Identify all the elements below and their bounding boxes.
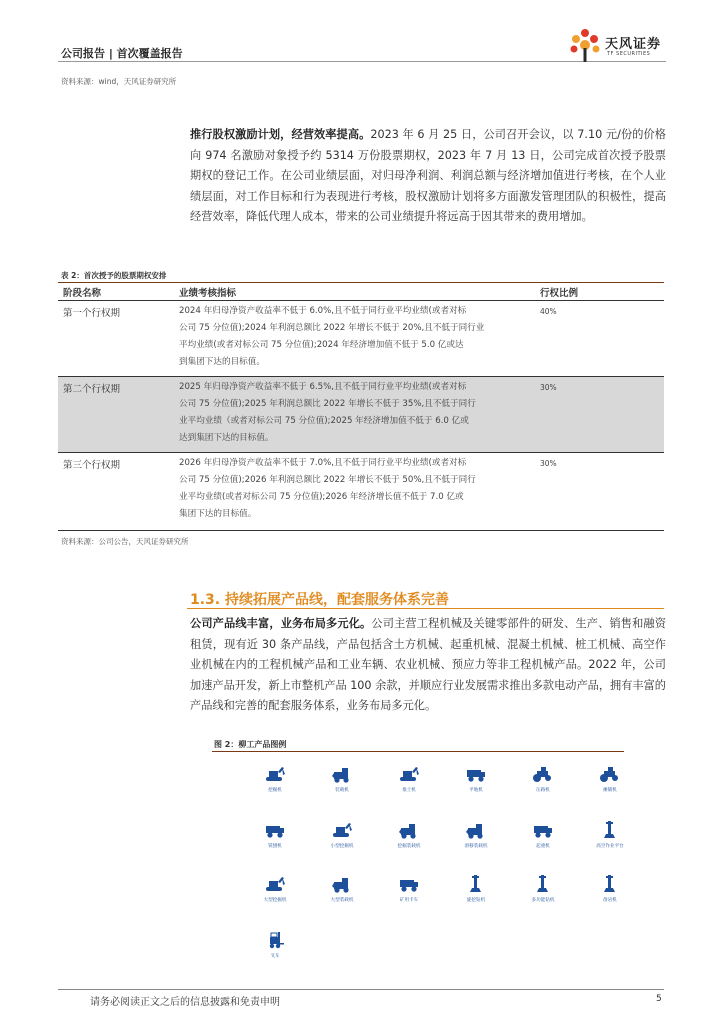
product-item: [448, 764, 504, 793]
product-label: 矿用卡车: [399, 898, 419, 903]
drill-rig-icon: [531, 874, 555, 894]
criteria-line: 到集团下达的目标值。: [179, 357, 265, 368]
bulldozer-icon: [397, 764, 421, 784]
product-label: 高空作业平台: [596, 844, 624, 849]
figure-title: 图 2：柳工产品图例: [214, 740, 287, 749]
section-underline: [187, 608, 664, 609]
stage-name: 第一个行权期: [63, 308, 121, 319]
paragraph-body: 公司主营工程机械及关键零部件的研发、生产、销售和融资租赁，现有近 30 条产品线，产品包括含土方机械、起重机械、混凝土机械、桩工机械、高空作业机械在内的工程机械产品和工业车辆、农业机械、预应力等非工程机械产品。2022 年，公司加速产品开发，新上市整机产品 100 余款，并顺应行业发展需求推出多款电动产品，拥有丰富的产品线和完善的配套服务体系，业务布局多元化。: [190, 617, 666, 713]
product-label: 旋挖钻机: [466, 898, 486, 903]
product-line-paragraph: [190, 614, 666, 717]
product-label: 多功能钻机: [531, 898, 555, 903]
product-item: [381, 874, 437, 903]
product-label: 挖掘机: [268, 788, 282, 793]
product-label: 推土机: [402, 788, 416, 793]
product-item: [582, 874, 638, 903]
table-source-note: 资料来源：公司公告，天风证券研究所: [61, 537, 189, 546]
header-criteria: 业绩考核指标: [179, 288, 237, 299]
table-row: [58, 453, 664, 530]
product-label: 平地机: [469, 788, 483, 793]
roller-icon: [531, 764, 555, 784]
criteria-line: 2025 年归母净资产收益率不低于 6.5%,且不低于同行业平均业绩(或者对标: [179, 382, 467, 392]
forklift-icon: [263, 930, 287, 950]
equity-incentive-paragraph: [190, 125, 666, 228]
criteria-line: 平均业绩(或者对标公司 75 分位值);2024 年经济增加值不低于 5.0 亿或达: [179, 340, 464, 351]
product-item: [381, 820, 437, 849]
product-item: [247, 820, 303, 849]
product-item: [448, 874, 504, 903]
product-item: [314, 764, 370, 793]
product-item: [515, 820, 571, 849]
product-label: 大型挖掘机: [263, 898, 287, 903]
header-ratio: 行权比例: [540, 288, 579, 299]
criteria-line: 集团下达的目标值。: [179, 509, 257, 520]
product-item: [448, 820, 504, 849]
footer-divider: [58, 989, 664, 990]
product-label: 压路机: [536, 788, 550, 793]
mining-truck-icon: [397, 874, 421, 894]
logo-english-name: TF SECURITIES: [607, 51, 651, 57]
piling-rig-icon: [464, 874, 488, 894]
stage-name: 第三个行权期: [63, 460, 121, 471]
mini-excavator-icon: [330, 820, 354, 840]
figure-top-border: [212, 751, 624, 752]
criteria-line: 公司 75 分位值);2025 年利润总额比 2022 年增长不低于 35%,且不低于同行: [179, 399, 476, 410]
product-label: 装载机: [335, 788, 349, 793]
product-item: [515, 874, 571, 903]
criteria-line: 2024 年归母净资产收益率不低于 6.0%,且不低于同行业平均业绩(或者对标: [179, 306, 467, 316]
product-item: [247, 764, 303, 793]
milling-machine-icon: [263, 820, 287, 840]
stage-name: 第二个行权期: [63, 384, 121, 395]
product-label: 滑移装载机: [464, 844, 488, 849]
large-loader-icon: [330, 874, 354, 894]
product-label: 小型挖掘机: [330, 844, 354, 849]
table-top-border: [58, 282, 664, 283]
criteria-text: [179, 303, 539, 371]
table-title: 表 2：首次授予的股票期权安排: [61, 271, 167, 280]
criteria-line: 2026 年归母净资产收益率不低于 7.0%,且不低于同行业平均业绩(或者对标: [179, 458, 467, 468]
product-label: 叉车: [270, 954, 280, 959]
criteria-line: 业平均业绩(或者对标公司 75 分位值);2026 年经济增长值不低于 7.0 亿或: [179, 492, 464, 503]
product-label: 凿岩机: [603, 898, 617, 903]
product-item: [582, 820, 638, 849]
table-bottom-border: [58, 530, 664, 531]
criteria-line: 达到集团下达的目标值。: [179, 433, 274, 444]
exercise-ratio: 30%: [540, 383, 557, 392]
backhoe-loader-icon: [397, 820, 421, 840]
skid-steer-icon: [464, 820, 488, 840]
product-item: [247, 930, 303, 959]
paver-icon: [598, 764, 622, 784]
page-number: 5: [656, 994, 662, 1004]
product-label: 起重机: [536, 844, 550, 849]
tower-drill-icon: [598, 874, 622, 894]
excavator-icon: [263, 764, 287, 784]
tf-securities-logo: [568, 26, 674, 66]
aerial-platform-icon: [598, 820, 622, 840]
product-label: 挖掘装载机: [397, 844, 421, 849]
criteria-line: 公司 75 分位值);2024 年利润总额比 2022 年增长不低于 20%,且不低于同行业: [179, 323, 485, 334]
product-item: [582, 764, 638, 793]
criteria-line: 公司 75 分位值);2026 年利润总额比 2022 年增长不低于 50%,且不低于同行: [179, 475, 476, 486]
product-item: [247, 874, 303, 903]
large-excavator-icon: [263, 874, 287, 894]
exercise-ratio: 30%: [540, 459, 557, 468]
product-item: [314, 874, 370, 903]
table-row: [58, 301, 664, 376]
footer-disclaimer: 请务必阅读正文之后的信息披露和免责申明: [90, 997, 280, 1008]
header-stage: 阶段名称: [63, 288, 102, 299]
logo-petals-icon: [568, 28, 602, 64]
section-heading: 1.3. 持续拓展产品线，配套服务体系完善: [190, 592, 449, 608]
product-label: 大型装载机: [330, 898, 354, 903]
paragraph-lead: 推行股权激励计划，经营效率提高。: [190, 128, 371, 141]
paragraph-lead: 公司产品线丰富，业务布局多元化。: [190, 617, 372, 630]
criteria-line: 业平均业绩（或者对标公司 75 分位值);2025 年经济增加值不低于 6.0 亿或: [179, 416, 469, 427]
product-item: [314, 820, 370, 849]
loader-icon: [330, 764, 354, 784]
product-label: 摊铺机: [603, 788, 617, 793]
crane-icon: [531, 820, 555, 840]
grader-icon: [464, 764, 488, 784]
table-row: [58, 377, 664, 452]
exercise-ratio: 40%: [540, 307, 557, 316]
paragraph-body: 2023 年 6 月 25 日，公司召开会议，以 7.10 元/份的价格向 974 名激励对象授予约 5314 万份股票期权，2023 年 7 月 13 日，公司完成首次授予股票期权的登记工作。在公司业绩层面，对归母净利润、利润总额与经济增加值进行考核，在个人业绩层面，对工作目标和行为表现进行考核，股权激励计划将多方面激发管理团队的积极性，提高经营效率，降低代理人成本，带来的公司业绩提升将远高于因其带来的费用增加。: [190, 128, 666, 224]
criteria-text: [179, 455, 539, 523]
product-item: [515, 764, 571, 793]
top-source-note: 资料来源：wind，天风证券研究所: [61, 77, 177, 86]
criteria-text: [179, 379, 539, 447]
product-label: 铣刨机: [268, 844, 282, 849]
product-item: [381, 764, 437, 793]
report-type-title: 公司报告 | 首次覆盖报告: [61, 47, 183, 60]
logo-chinese-name: 天风证券: [605, 37, 662, 52]
